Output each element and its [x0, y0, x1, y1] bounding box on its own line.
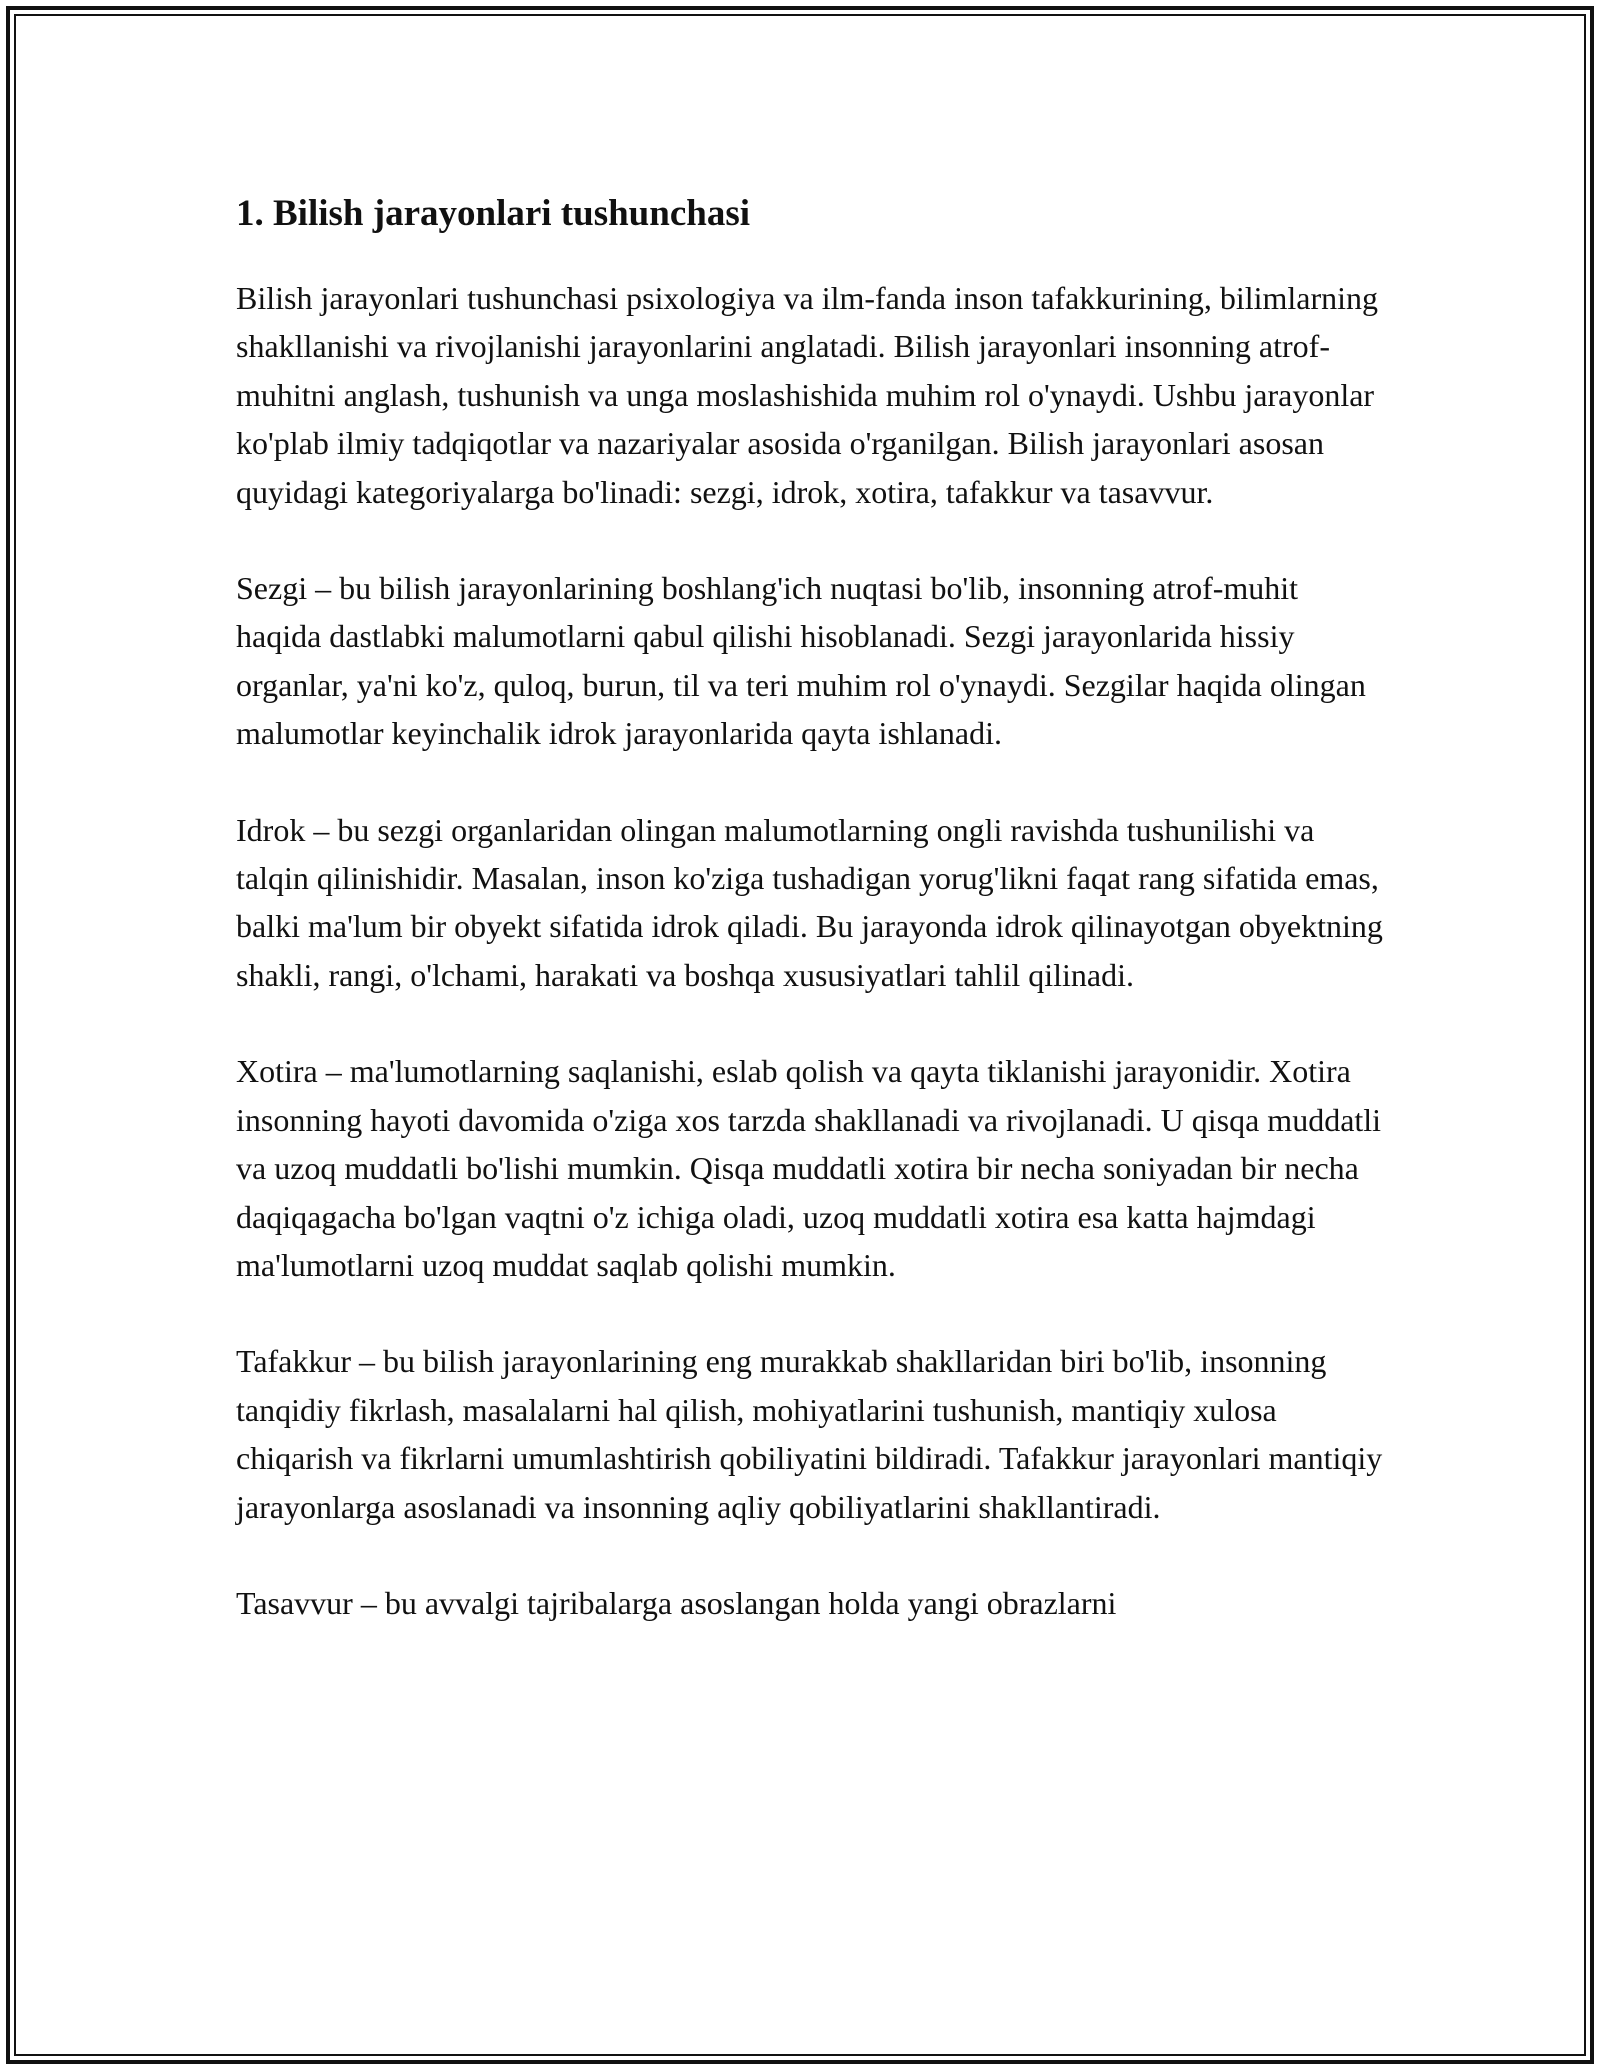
paragraph-idrok: Idrok – bu sezgi organlaridan olingan malumotlarning ongli ravishda tushunilishi va talqin qilinishidir. Masalan, inson ko'ziga tushadigan yorug'likni faqat rang sifatida emas, balki ma'lum bir obyekt sifatida idrok qiladi. Bu jarayonda idrok qilinayotgan obyektning shakli, rangi, o'lchami, harakati va boshqa xususiyatlari tahlil qilinadi. [236, 811, 1383, 993]
document-body [236, 186, 1386, 1627]
section-heading: 1. Bilish jarayonlari tushunchasi [236, 193, 751, 234]
paragraph-tasavvur: Tasavvur – bu avvalgi tajribalarga asoslangan holda yangi obrazlarni [236, 1584, 1117, 1621]
paragraph-intro: Bilish jarayonlari tushunchasi psixologiya va ilm-fanda inson tafakkurining, bilimlarning shakllanishi va rivojlanishi jarayonlarini anglatadi. Bilish jarayonlari insonning atrof-muhitni anglash, tushunish va unga moslashishida muhim rol o'ynaydi. Ushbu jarayonlar ko'plab ilmiy tadqiqotlar va nazariyalar asosida o'rganilgan. Bilish jarayonlari asosan quyidagi kategoriyalarga bo'linadi: sezgi, idrok, xotira, tafakkur va tasavvur. [236, 280, 1379, 510]
paragraph-tafakkur: Tafakkur – bu bilish jarayonlarining eng murakkab shakllaridan biri bo'lib, insonning tanqidiy fikrlash, masalalarni hal qilish, mohiyatlarini tushunish, mantiqiy xulosa chiqarish va fikrlarni umumlashtirish qobiliyatini bildiradi. Tafakkur jarayonlari mantiqiy jarayonlarga asoslanadi va insonning aqliy qobiliyatlarini shakllantiradi. [236, 1343, 1383, 1525]
paragraph-xotira: Xotira – ma'lumotlarning saqlanishi, eslab qolish va qayta tiklanishi jarayonidir. Xotira insonning hayoti davomida o'ziga xos tarzda shakllanadi va rivojlanadi. U qisqa muddatli va uzoq muddatli bo'lishi mumkin. Qisqa muddatli xotira bir necha soniyadan bir necha daqiqagacha bo'lgan vaqtni o'z ichiga oladi, uzoq muddatli xotira esa katta hajmdagi ma'lumotlarni uzoq muddat saqlab qolishi mumkin. [236, 1053, 1382, 1283]
paragraph-sezgi: Sezgi – bu bilish jarayonlarining boshlang'ich nuqtasi bo'lib, insonning atrof-muhit haqida dastlabki malumotlarni qabul qilishi hisoblanadi. Sezgi jarayonlarida hissiy organlar, ya'ni ko'z, quloq, burun, til va teri muhim rol o'ynaydi. Sezgilar haqida olingan malumotlar keyinchalik idrok jarayonlarida qayta ishlanadi. [236, 570, 1366, 752]
